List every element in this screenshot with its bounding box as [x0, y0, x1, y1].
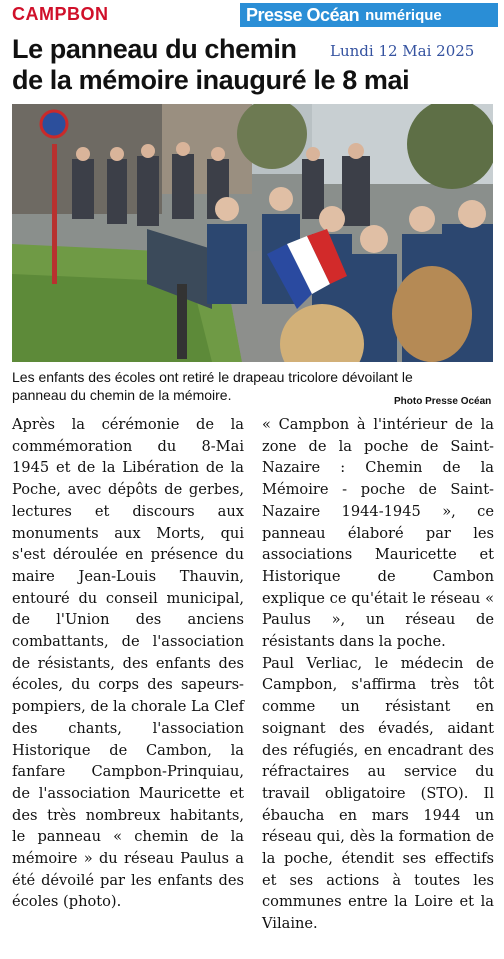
article-column-2	[262, 414, 494, 935]
page-header	[0, 0, 504, 30]
article-column-1	[12, 414, 244, 913]
photo-caption: Les enfants des écoles ont retiré le drapeau tricolore dévoilant le panneau du chemin de la mémoire.	[12, 369, 413, 403]
column2-paragraph-1: « Campbon à l'intérieur de la zone de la poche de Saint-Nazaire : Chemin de la Mémoire - poche de Saint-Nazaire 1944-1945 », ce panneau élaboré par les associations Mauricette et Historique de Cambon explique ce qu'était le réseau « Paulus », un réseau de résistants dans la poche.	[262, 416, 494, 651]
photo-credit: Photo Presse Océan	[394, 396, 492, 407]
brand-suffix: numérique	[365, 6, 442, 24]
headline-line2: de la mémoire inauguré le 8 mai	[12, 65, 410, 95]
article-photo	[12, 104, 493, 362]
brand-banner	[240, 3, 498, 27]
brand-name: Presse Océan	[246, 4, 360, 25]
column1-paragraph: Après la cérémonie de la commémoration du 8-Mai 1945 et de la Libération de la Poche, avec dépôts de gerbes, lectures et discours aux monuments aux Morts, qui s'est déroulée en présence du maire Jean-Louis Thauvin, entouré du conseil municipal, de l'Union des anciens combattants, de l'association de résistants, des enfants des écoles, du corps des sapeurs-pompiers, de la chorale La Clef des chants, l'association Historique de Cambon, la fanfare Campbon-Prinquiau, de l'association Mauricette et des très nombreux habitants, le panneau « chemin de la mémoire » du réseau Paulus a été dévoilé par les enfants des écoles (photo).	[12, 416, 244, 911]
section-label: CAMPBON	[12, 4, 109, 24]
column2-paragraph-2: Paul Verliac, le médecin de Campbon, s'affirma très tôt comme un résistant en soignant des évadés, aidant des réfugiés, en encadrant des réfractaires au service du travail obligatoire (STO). Il ébaucha en mars 1944 un réseau qui, dès la formation de la poche, étendit ses effectifs et ses actions à toutes les communes entre la Loire et la Vilaine.	[262, 654, 494, 933]
article-date: Lundi 12 Mai 2025	[330, 42, 475, 60]
headline-line1: Le panneau du chemin	[12, 34, 297, 64]
